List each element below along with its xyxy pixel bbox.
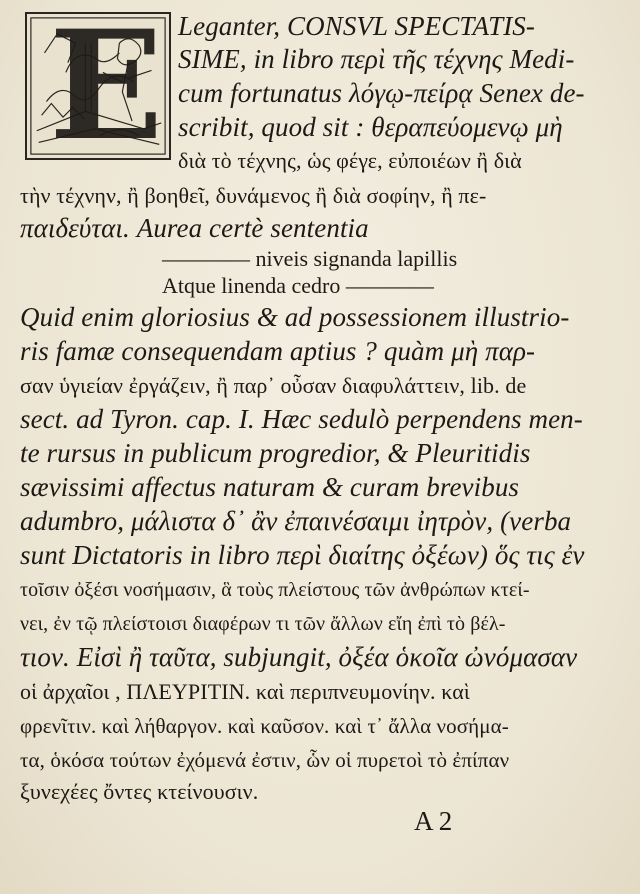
text-line-24: ξυνεχέες ὄντες κτείνουσιν. bbox=[20, 779, 259, 804]
verse-line-1: ———— niveis signanda lapillis bbox=[162, 246, 458, 271]
text-line-2: SIME, in libro περὶ τῆς τέχνης Medi- bbox=[178, 44, 575, 74]
text-line-4: scribit, quod sit : θεραπεύομενῳ μὴ bbox=[178, 112, 563, 142]
text-line-16: adumbro, μάλιστα δ᾽ ἂν ἐπαινέσαιμι ἰητρὸν, (verba bbox=[20, 506, 572, 536]
text-line-10: Quid enim gloriosius & ad possessionem illustrio- bbox=[20, 302, 570, 332]
text-line-19: νει, ἐν τῷ πλείστοισι διαφέρων τι τῶν ἄλλων εἴη ἐπὶ τὸ βέλ- bbox=[20, 613, 506, 635]
text-line-17: sunt Dictatoris in libro περὶ διαίτης ὀξέων) ὅς τις ἐν bbox=[20, 540, 585, 570]
text-line-21: οἱ ἀρχαῖοι , ΠΛΕΥΡΙΤΙΝ. καὶ περιπνευμονίην. καὶ bbox=[20, 679, 470, 704]
initial-letter: E bbox=[49, 0, 164, 174]
verse-line-2: Atque linenda cedro ———— bbox=[162, 273, 434, 298]
text-line-23: τα, ὁκόσα τούτων ἐχόμενά ἐστιν, ὧν οἱ πυρετοὶ τὸ ἐπίπαν bbox=[20, 748, 510, 772]
text-line-6: τὴν τέχνην, ἢ βοηθεῖ, δυνάμενος ἢ διὰ σοφίην, ἢ πε- bbox=[20, 183, 487, 208]
text-line-13: sect. ad Tyron. cap. I. Hæc sedulò perpendens men- bbox=[20, 404, 583, 434]
text-line-11: ris famæ consequendam aptius ? quàm μὴ παρ- bbox=[20, 336, 536, 366]
text-line-20: τιον. Εἰσὶ ἢ ταῦτα, subjungit, ὀξέα ὁκοῖα ὠνόμασαν bbox=[20, 642, 578, 672]
text-line-12: σαν ὑγιείαν ἐργάζειν, ἢ παρ᾽ οὖσαν διαφυλάττειν, lib. de bbox=[20, 373, 527, 398]
text-line-3: cum fortunatus λόγῳ-πείρᾳ Senex de- bbox=[178, 78, 585, 108]
text-line-1: Leganter, CONSVL SPECTATIS- bbox=[178, 11, 535, 41]
signature-mark: A 2 bbox=[414, 806, 453, 836]
text-line-15: sævissimi affectus naturam & curam brevibus bbox=[20, 472, 520, 502]
decorated-initial bbox=[25, 0, 171, 174]
text-line-22: φρενῖτιν. καὶ λήθαργον. καὶ καῦσον. καὶ τ᾽ ἄλλα νοσήμα- bbox=[20, 714, 509, 738]
text-line-5: διὰ τὸ τέχνης, ὡς φέγε, εὐποιέων ἢ διὰ bbox=[178, 148, 522, 173]
text-line-18: τοῖσιν ὀξέσι νοσήμασιν, ἃ τοὺς πλείστους τῶν ἀνθρώπων κτεί- bbox=[20, 579, 530, 601]
text-line-7: παιδεύται. Aurea certè sententia bbox=[20, 213, 369, 243]
text-line-14: te rursus in publicum progredior, & Pleuritidis bbox=[20, 438, 531, 468]
